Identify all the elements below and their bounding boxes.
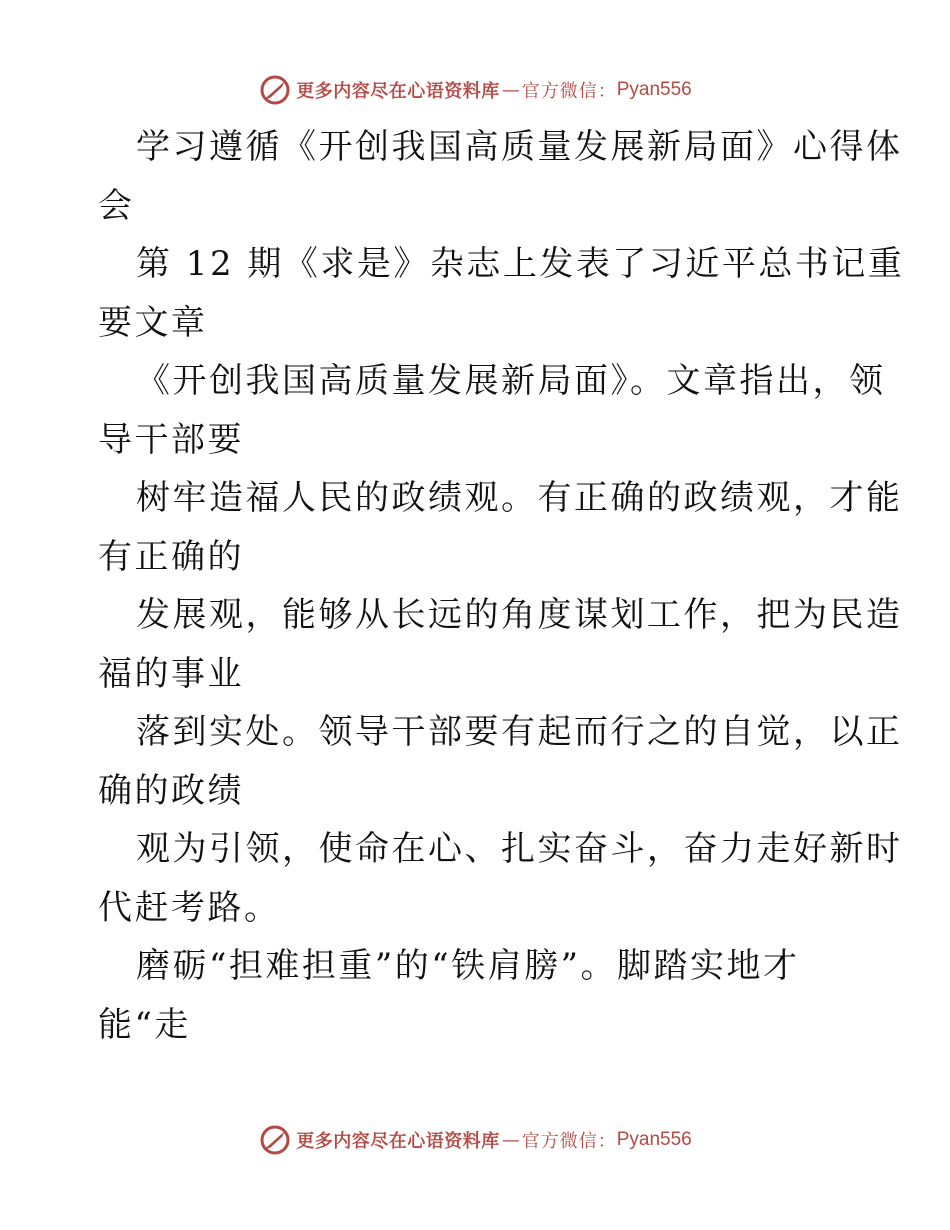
- text-line: 会: [98, 185, 135, 226]
- text-line: 第 12 期《求是》杂志上发表了习近平总书记重: [136, 244, 905, 284]
- text-line: 观为引领，使命在心、扎实奋斗，奋力走好新时: [136, 829, 903, 869]
- text-line: 有正确的: [98, 536, 244, 577]
- text-line: 福的事业: [98, 653, 244, 694]
- text-line: 要文章: [98, 302, 208, 343]
- text-line: 发展观，能够从长远的角度谋划工作，把为民造: [136, 595, 903, 635]
- banner-main-text: 更多内容尽在心语资料库: [296, 81, 500, 102]
- text-line: 导干部要: [98, 419, 244, 460]
- text-line: 学习遵循《开创我国高质量发展新局面》心得体: [136, 127, 903, 167]
- document-body: [98, 118, 905, 1054]
- text-line: 能“走: [98, 1004, 191, 1045]
- quill-logo-icon: [258, 73, 292, 107]
- banner-main-text: 更多内容尽在心语资料库: [296, 1131, 500, 1152]
- text-line: 代赶考路。: [98, 887, 281, 928]
- text-line: 树牢造福人民的政绩观。有正确的政绩观，才能: [136, 478, 903, 518]
- footer-watermark: [0, 1120, 950, 1160]
- text-line: 确的政绩: [98, 770, 244, 811]
- banner-wechat-label: 官方微信：: [521, 81, 617, 102]
- header-watermark: [0, 70, 950, 110]
- text-line: 《开创我国高质量发展新局面》。文章指出，领: [136, 361, 886, 401]
- text-line: 落到实处。领导干部要有起而行之的自觉，以正: [136, 712, 903, 752]
- text-line: 磨砺“担难担重”的“铁肩膀”。脚踏实地才: [136, 946, 800, 986]
- banner-dash: —: [501, 79, 520, 101]
- banner-wechat-label: 官方微信：: [521, 1131, 617, 1152]
- banner-wechat-id: Pyan556: [616, 1129, 692, 1150]
- quill-logo-icon: [258, 1123, 292, 1157]
- banner-wechat-id: Pyan556: [616, 79, 692, 100]
- banner-dash: —: [501, 1129, 520, 1151]
